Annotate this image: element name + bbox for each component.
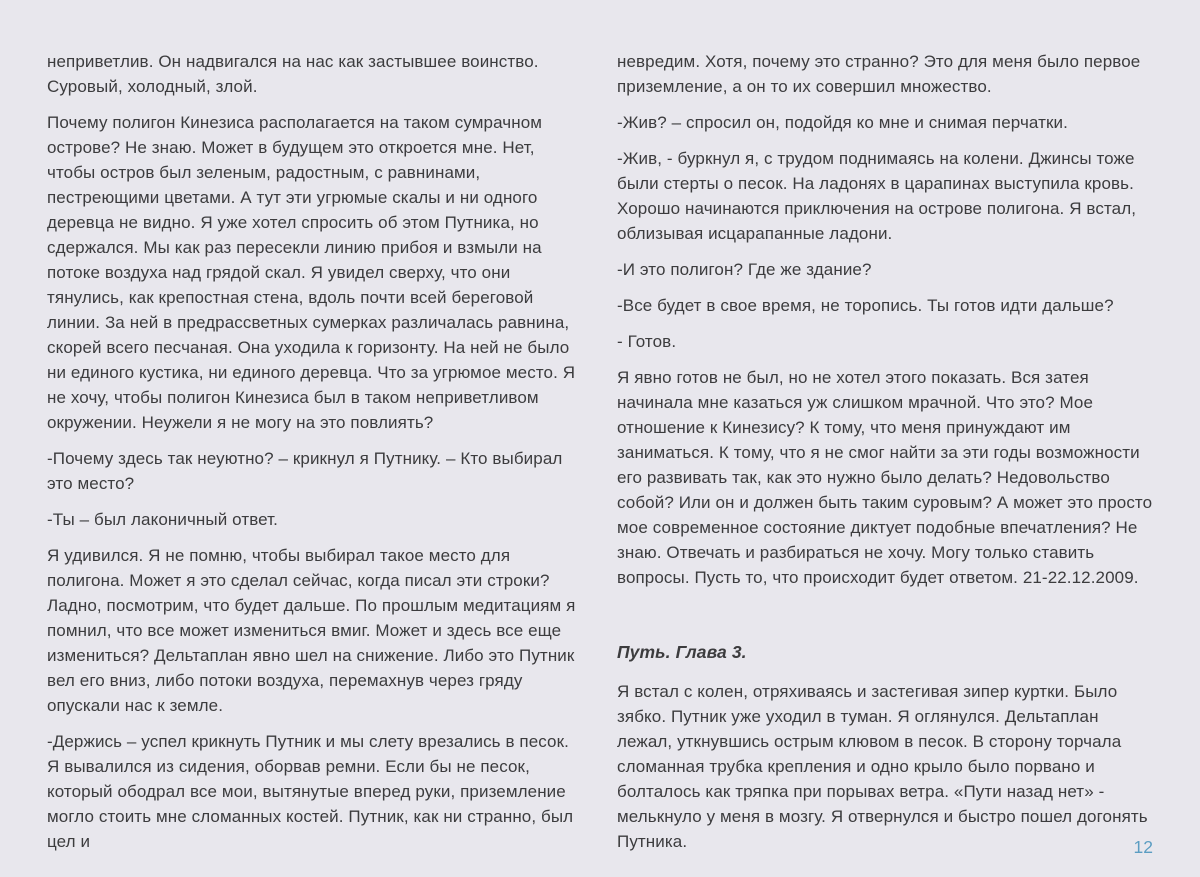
paragraph: -Держись – успел крикнуть Путник и мы слету врезались в песок. Я вывалился из сидения, оборвав ремни. Если бы не песок, который ободрал все мои, вытянутые вперед руки, приземление могло стоить мне сломанных костей. Путник, как ни странно, был цел и: [47, 732, 574, 851]
paragraph: Я явно готов не был, но не хотел этого показать. Вся затея начинала мне казаться уж слишком мрачной. Что это? Мое отношение к Кинезису? К тому, что меня принуждают им заниматься. К тому, что я не смог найти за эти годы возможности его развивать так, как это нужно было делать? Недовольство собой? Или он и должен быть таким суровым? А может это просто мое современное состояние диктует подобные впечатления? Не знаю. Отвечать и разбираться не хочу. Могу только ставить вопросы. Пусть то, что происходит будет ответом. 21-22.12.2009.: [617, 368, 1153, 587]
paragraph: - Готов.: [617, 332, 677, 351]
chapter-heading: Путь. Глава 3.: [617, 642, 747, 662]
paragraph: Почему полигон Кинезиса располагается на таком сумрачном острове? Не знаю. Может в будущем это откроется мне. Нет, чтобы остров был зеленым, радостным, с равнинами, пестреющими цветами. А тут эти угрюмые скалы и ни одного деревца не видно. Я уже хотел спросить об этом Путника, но сдержался. Мы как раз пересекли линию прибоя и взмыли на потоке воздуха над грядой скал. Я увидел сверху, что они тянулись, как крепостная стена, вдоль почти всей береговой линии. За ней в предрассветных сумерках различалась равнина, скорей всего песчаная. Она уходила к горизонту. На ней не было ни единого кустика, ни единого деревца. Что за угрюмое место. Я не хочу, чтобы полигон Кинезиса был в таком неприветливом окружении. Неужели я не могу на это повлиять?: [47, 113, 576, 432]
paragraph: -Почему здесь так неуютно? – крикнул я Путнику. – Кто выбирал это место?: [47, 449, 563, 493]
text-column-left: [47, 49, 584, 865]
text-columns: [47, 49, 1153, 865]
text-column-right: [617, 49, 1154, 865]
paragraph: -И это полигон? Где же здание?: [617, 260, 872, 279]
paragraph: невредим. Хотя, почему это странно? Это для меня было первое приземление, а он то их совершил множество.: [617, 52, 1141, 96]
paragraph: неприветлив. Он надвигался на нас как застывшее воинство. Суровый, холодный, злой.: [47, 52, 539, 96]
paragraph: Я удивился. Я не помню, чтобы выбирал такое место для полигона. Может я это сделал сейчас, когда писал эти строки? Ладно, посмотрим, что будет дальше. По прошлым медитациям я помнил, что все может измениться вмиг. Может и здесь все еще измениться? Дельтаплан явно шел на снижение. Либо это Путник вел его вниз, либо потоки воздуха, перемахнув через гряду опускали нас к земле.: [47, 546, 576, 715]
paragraph: -Ты – был лаконичный ответ.: [47, 510, 278, 529]
paragraph: -Все будет в свое время, не торопись. Ты готов идти дальше?: [617, 296, 1114, 315]
paragraph: -Жив? – спросил он, подойдя ко мне и снимая перчатки.: [617, 113, 1068, 132]
paragraph: -Жив, - буркнул я, с трудом поднимаясь на колени. Джинсы тоже были стерты о песок. На ладонях в царапинах выступила кровь. Хорошо начинаются приключения на острове полигона. Я встал, облизывая исцарапанные ладони.: [617, 149, 1137, 243]
page-number: 12: [1133, 837, 1153, 857]
paragraph: Я встал с колен, отряхиваясь и застегивая зипер куртки. Было зябко. Путник уже уходил в туман. Я оглянулся. Дельтаплан лежал, уткнувшись острым клювом в песок. В сторону торчала сломанная трубка крепления и одно крыло было порвано и болталось как тряпка при порывах ветра. «Пути назад нет» - мелькнуло у меня в мозгу. Я отвернулся и быстро пошел догонять Путника.: [617, 682, 1148, 851]
